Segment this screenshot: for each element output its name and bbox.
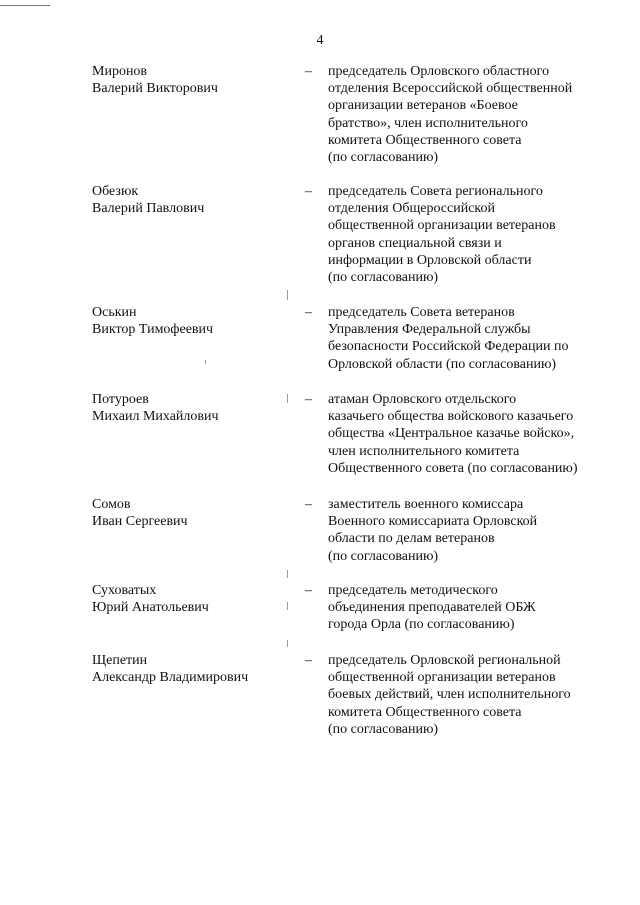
dash-separator: – xyxy=(305,653,312,668)
page-number: 4 xyxy=(316,33,324,48)
scan-speck xyxy=(287,640,288,647)
dash-separator: – xyxy=(305,64,312,79)
position-line: председатель Орловской региональной xyxy=(328,653,561,668)
position-line: (по согласованию) xyxy=(328,150,439,166)
member-surname: Щепетин xyxy=(92,653,148,668)
member-name xyxy=(92,582,302,616)
dash-separator: – xyxy=(305,583,312,598)
top-rule xyxy=(0,5,50,6)
position-line: информации в Орловской области xyxy=(328,252,532,268)
position-line: (по согласованию) xyxy=(328,721,439,737)
scan-speck xyxy=(287,570,288,578)
position-line: председатель Совета ветеранов xyxy=(328,305,515,320)
position-line: безопасности Российской Федерации по xyxy=(328,339,569,355)
position-line: объединения преподавателей ОБЖ xyxy=(328,600,536,616)
member-given-names: Виктор Тимофеевич xyxy=(92,322,214,337)
position-line: органов специальной связи и xyxy=(328,235,502,251)
member-name xyxy=(92,304,302,338)
member-given-names: Михаил Михайлович xyxy=(92,409,219,424)
member-given-names: Валерий Павлович xyxy=(92,201,205,216)
scan-speck xyxy=(287,290,288,300)
member-position xyxy=(328,304,628,373)
position-line: общественной организации ветеранов xyxy=(328,218,556,234)
member-given-names: Валерий Викторович xyxy=(92,81,218,96)
member-position xyxy=(328,652,628,738)
dash-separator: – xyxy=(305,392,312,407)
member-name xyxy=(92,183,302,217)
dash-separator: – xyxy=(305,184,312,199)
member-name xyxy=(92,63,302,97)
member-surname: Потуроев xyxy=(92,392,149,407)
member-surname: Сомов xyxy=(92,497,131,512)
member-position xyxy=(328,391,628,477)
member-name xyxy=(92,652,302,686)
dash-separator: – xyxy=(305,497,312,512)
member-surname: Обезюк xyxy=(92,184,139,199)
position-line: комитета Общественного совета xyxy=(328,132,522,148)
position-line: комитета Общественного совета xyxy=(328,704,522,720)
member-surname: Миронов xyxy=(92,64,148,79)
position-line: братство», член исполнительного xyxy=(328,115,528,131)
member-given-names: Юрий Анатольевич xyxy=(92,600,209,615)
scan-speck xyxy=(205,360,206,364)
position-line: организации ветеранов «Боевое xyxy=(328,98,518,114)
member-surname: Суховатых xyxy=(92,583,157,598)
position-line: член исполнительного комитета xyxy=(328,443,520,459)
position-line: заместитель военного комиссара xyxy=(328,497,524,512)
member-position xyxy=(328,496,628,565)
position-line: боевых действий, член исполнительного xyxy=(328,687,571,703)
position-line: общественной организации ветеранов xyxy=(328,670,556,686)
position-line: Управления Федеральной службы xyxy=(328,322,531,338)
position-line: председатель Совета регионального xyxy=(328,184,543,199)
position-line: города Орла (по согласованию) xyxy=(328,617,515,633)
position-line: казачьего общества войскового казачьего xyxy=(328,409,574,425)
member-position xyxy=(328,582,628,634)
position-line: Военного комиссариата Орловской xyxy=(328,514,538,530)
scan-speck xyxy=(287,602,288,610)
member-surname: Оськин xyxy=(92,305,137,320)
member-position xyxy=(328,183,628,286)
position-line: области по делам ветеранов xyxy=(328,531,495,547)
position-line: председатель Орловского областного xyxy=(328,64,550,79)
member-name xyxy=(92,391,302,425)
position-line: отделения Общероссийской xyxy=(328,201,495,217)
position-line: (по согласованию) xyxy=(328,270,439,286)
position-line: Общественного совета (по согласованию) xyxy=(328,460,578,476)
member-given-names: Александр Владимирович xyxy=(92,670,249,685)
position-line: (по согласованию) xyxy=(328,548,439,564)
position-line: атаман Орловского отдельского xyxy=(328,392,517,407)
position-line: общества «Центральное казачье войско», xyxy=(328,426,575,442)
member-given-names: Иван Сергеевич xyxy=(92,514,188,529)
position-line: отделения Всероссийской общественной xyxy=(328,81,573,97)
position-line: Орловской области (по согласованию) xyxy=(328,356,557,372)
member-name xyxy=(92,496,302,530)
position-line: председатель методического xyxy=(328,583,498,598)
dash-separator: – xyxy=(305,305,312,320)
member-position xyxy=(328,63,628,166)
scan-speck xyxy=(287,394,288,403)
